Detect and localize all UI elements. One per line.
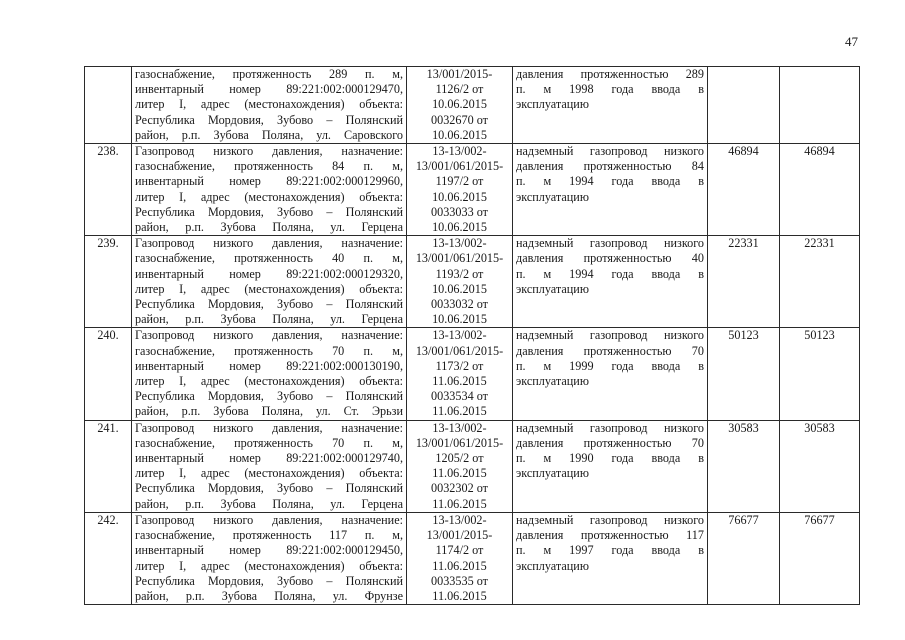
registration-line: 13/001/061/2015- bbox=[415, 435, 504, 450]
value-cell-1 bbox=[708, 144, 780, 236]
registration-cell bbox=[407, 67, 513, 144]
object-description-cell bbox=[132, 144, 407, 236]
description-line: инвентарный номер 89:221:002:000130190, bbox=[135, 358, 403, 373]
characteristics-line: давления протяженностью 117 bbox=[516, 528, 704, 543]
registration-cell bbox=[407, 328, 513, 420]
description-line: Республика Мордовия, Зубово – Полянский bbox=[135, 389, 403, 404]
characteristics-line: п. м 1999 года ввода в bbox=[516, 358, 704, 373]
characteristics-line: п. м 1994 года ввода в bbox=[516, 174, 704, 189]
description-line: Республика Мордовия, Зубово – Полянский bbox=[135, 204, 403, 219]
registration-line: 0032302 от bbox=[431, 481, 488, 496]
registration-cell bbox=[407, 236, 513, 328]
book-value: 46894 bbox=[728, 144, 759, 159]
residual-value: 46894 bbox=[804, 144, 835, 159]
table-row bbox=[85, 67, 860, 144]
description-line: инвентарный номер 89:221:002:000129740, bbox=[135, 451, 403, 466]
row-number-cell bbox=[85, 328, 132, 420]
description-line: район, р.п. Зубова Поляна, ул. Герцена bbox=[135, 496, 403, 511]
registration-line: 13/001/061/2015- bbox=[415, 251, 504, 266]
row-number: 240. bbox=[97, 328, 119, 343]
registration-line: 0033033 от bbox=[431, 204, 488, 219]
description-line: литер I, адрес (местонахождения) объекта: bbox=[135, 558, 403, 573]
row-number-cell bbox=[85, 67, 132, 144]
object-description-cell bbox=[132, 236, 407, 328]
registration-cell bbox=[407, 420, 513, 512]
registration-line: 1205/2 от bbox=[435, 451, 484, 466]
book-value: 30583 bbox=[728, 420, 759, 435]
description-line: газоснабжение, протяженность 40 п. м, bbox=[135, 251, 403, 266]
registration-line: 13-13/002- bbox=[432, 420, 487, 435]
table-row bbox=[85, 420, 860, 512]
registration-cell bbox=[407, 144, 513, 236]
registration-line: 13/001/061/2015- bbox=[415, 343, 504, 358]
description-line: Республика Мордовия, Зубово – Полянский bbox=[135, 573, 403, 588]
description-line: инвентарный номер 89:221:002:000129470, bbox=[135, 82, 403, 97]
characteristics-line: эксплуатацию bbox=[516, 374, 589, 389]
characteristics-line: давления протяженностью 70 bbox=[516, 435, 704, 450]
description-line: газоснабжение, протяженность 289 п. м, bbox=[135, 67, 403, 81]
characteristics-line: надземный газопровод низкого bbox=[516, 420, 704, 435]
registration-line: 13/001/2015- bbox=[426, 67, 493, 81]
characteristics-line: эксплуатацию bbox=[516, 281, 589, 296]
row-number: 239. bbox=[97, 236, 119, 251]
value-cell-1 bbox=[708, 236, 780, 328]
value-cell-1 bbox=[708, 328, 780, 420]
registration-line: 11.06.2015 bbox=[432, 496, 487, 511]
registration-line: 13-13/002- bbox=[432, 144, 487, 159]
registration-line: 1126/2 от bbox=[435, 82, 484, 97]
description-line: район, р.п. Зубова Поляна, ул. Фрунзе bbox=[135, 588, 403, 603]
description-line: литер I, адрес (местонахождения) объекта: bbox=[135, 281, 403, 296]
residual-value: 30583 bbox=[804, 420, 835, 435]
row-number-cell bbox=[85, 144, 132, 236]
page-number: 47 bbox=[845, 34, 858, 49]
registration-line: 1197/2 от bbox=[435, 174, 484, 189]
registration-cell bbox=[407, 512, 513, 604]
characteristics-line: эксплуатацию bbox=[516, 558, 589, 573]
characteristics-line: давления протяженностью 40 bbox=[516, 251, 704, 266]
row-number-cell bbox=[85, 512, 132, 604]
object-description-cell bbox=[132, 328, 407, 420]
registration-line: 10.06.2015 bbox=[432, 281, 487, 296]
characteristics-cell bbox=[513, 67, 708, 144]
characteristics-line: давления протяженностью 289 bbox=[516, 67, 704, 81]
registration-line: 13/001/061/2015- bbox=[415, 159, 504, 174]
registration-line: 10.06.2015 bbox=[432, 312, 487, 327]
description-line: район, р.п. Зубова Поляна, ул. Герцена bbox=[135, 220, 403, 235]
characteristics-line: п. м 1998 года ввода в bbox=[516, 82, 704, 97]
value-cell-2 bbox=[780, 144, 860, 236]
characteristics-cell bbox=[513, 236, 708, 328]
registration-line: 10.06.2015 bbox=[432, 220, 487, 235]
description-line: район, р.п. Зубова Поляна, ул. Саровского bbox=[135, 127, 403, 142]
registration-line: 13-13/002- bbox=[432, 512, 487, 527]
description-line: литер I, адрес (местонахождения) объекта: bbox=[135, 466, 403, 481]
row-number: 241. bbox=[97, 420, 119, 435]
registration-line: 13-13/002- bbox=[432, 236, 487, 251]
object-description-cell bbox=[132, 420, 407, 512]
description-line: Газопровод низкого давления, назначение: bbox=[135, 236, 403, 251]
row-number: 242. bbox=[97, 512, 119, 527]
table-row bbox=[85, 512, 860, 604]
value-cell-2 bbox=[780, 420, 860, 512]
value-cell-2 bbox=[780, 328, 860, 420]
object-description-cell bbox=[132, 512, 407, 604]
book-value: 22331 bbox=[728, 236, 759, 251]
description-line: литер I, адрес (местонахождения) объекта: bbox=[135, 189, 403, 204]
description-line: район, р.п. Зубова Поляна, ул. Герцена bbox=[135, 312, 403, 327]
description-line: газоснабжение, протяженность 117 п. м, bbox=[135, 528, 403, 543]
description-line: газоснабжение, протяженность 70 п. м, bbox=[135, 435, 403, 450]
table-row bbox=[85, 328, 860, 420]
registration-line: 10.06.2015 bbox=[432, 127, 487, 142]
registration-line: 11.06.2015 bbox=[432, 466, 487, 481]
registration-line: 10.06.2015 bbox=[432, 189, 487, 204]
characteristics-cell bbox=[513, 144, 708, 236]
description-line: инвентарный номер 89:221:002:000129960, bbox=[135, 174, 403, 189]
description-line: Газопровод низкого давления, назначение: bbox=[135, 512, 403, 527]
value-cell-1 bbox=[708, 420, 780, 512]
row-number-cell bbox=[85, 420, 132, 512]
description-line: Газопровод низкого давления, назначение: bbox=[135, 144, 403, 159]
description-line: Республика Мордовия, Зубово – Полянский bbox=[135, 112, 403, 127]
value-cell-2 bbox=[780, 236, 860, 328]
property-registry-table bbox=[84, 66, 860, 605]
registration-line: 10.06.2015 bbox=[432, 97, 487, 112]
description-line: Газопровод низкого давления, назначение: bbox=[135, 328, 403, 343]
characteristics-cell bbox=[513, 512, 708, 604]
object-description-cell bbox=[132, 67, 407, 144]
description-line: газоснабжение, протяженность 84 п. м, bbox=[135, 159, 403, 174]
table-row bbox=[85, 236, 860, 328]
registration-line: 0033534 от bbox=[431, 389, 488, 404]
description-line: Газопровод низкого давления, назначение: bbox=[135, 420, 403, 435]
description-line: литер I, адрес (местонахождения) объекта: bbox=[135, 97, 403, 112]
characteristics-line: давления протяженностью 70 bbox=[516, 343, 704, 358]
characteristics-line: давления протяженностью 84 bbox=[516, 159, 704, 174]
description-line: газоснабжение, протяженность 70 п. м, bbox=[135, 343, 403, 358]
book-value: 50123 bbox=[728, 328, 759, 343]
registration-line: 11.06.2015 bbox=[432, 588, 487, 603]
characteristics-line: эксплуатацию bbox=[516, 466, 589, 481]
characteristics-cell bbox=[513, 328, 708, 420]
registration-line: 0032670 от bbox=[431, 112, 488, 127]
registration-line: 1193/2 от bbox=[435, 266, 484, 281]
table-row bbox=[85, 144, 860, 236]
description-line: Республика Мордовия, Зубово – Полянский bbox=[135, 481, 403, 496]
characteristics-line: п. м 1990 года ввода в bbox=[516, 451, 704, 466]
value-cell-1 bbox=[708, 67, 780, 144]
description-line: инвентарный номер 89:221:002:000129320, bbox=[135, 266, 403, 281]
registration-line: 11.06.2015 bbox=[432, 374, 487, 389]
characteristics-line: надземный газопровод низкого bbox=[516, 512, 704, 527]
characteristics-line: надземный газопровод низкого bbox=[516, 144, 704, 159]
registration-line: 1173/2 от bbox=[435, 358, 484, 373]
registration-line: 0033032 от bbox=[431, 297, 488, 312]
value-cell-1 bbox=[708, 512, 780, 604]
characteristics-line: надземный газопровод низкого bbox=[516, 328, 704, 343]
registration-line: 13/001/2015- bbox=[426, 528, 493, 543]
characteristics-line: п. м 1997 года ввода в bbox=[516, 543, 704, 558]
registration-line: 11.06.2015 bbox=[432, 558, 487, 573]
registration-line: 0033535 от bbox=[431, 573, 488, 588]
characteristics-cell bbox=[513, 420, 708, 512]
description-line: литер I, адрес (местонахождения) объекта: bbox=[135, 374, 403, 389]
description-line: район, р.п. Зубова Поляна, ул. Ст. Эрьзи bbox=[135, 404, 403, 419]
row-number-cell bbox=[85, 236, 132, 328]
residual-value: 76677 bbox=[804, 512, 835, 527]
book-value: 76677 bbox=[728, 512, 759, 527]
description-line: Республика Мордовия, Зубово – Полянский bbox=[135, 297, 403, 312]
residual-value: 50123 bbox=[804, 328, 835, 343]
characteristics-line: надземный газопровод низкого bbox=[516, 236, 704, 251]
row-number: 238. bbox=[97, 144, 119, 159]
registration-line: 11.06.2015 bbox=[432, 404, 487, 419]
characteristics-line: эксплуатацию bbox=[516, 189, 589, 204]
registration-line: 1174/2 от bbox=[435, 543, 484, 558]
characteristics-line: п. м 1994 года ввода в bbox=[516, 266, 704, 281]
residual-value: 22331 bbox=[804, 236, 835, 251]
description-line: инвентарный номер 89:221:002:000129450, bbox=[135, 543, 403, 558]
registration-line: 13-13/002- bbox=[432, 328, 487, 343]
value-cell-2 bbox=[780, 67, 860, 144]
characteristics-line: эксплуатацию bbox=[516, 97, 589, 112]
value-cell-2 bbox=[780, 512, 860, 604]
